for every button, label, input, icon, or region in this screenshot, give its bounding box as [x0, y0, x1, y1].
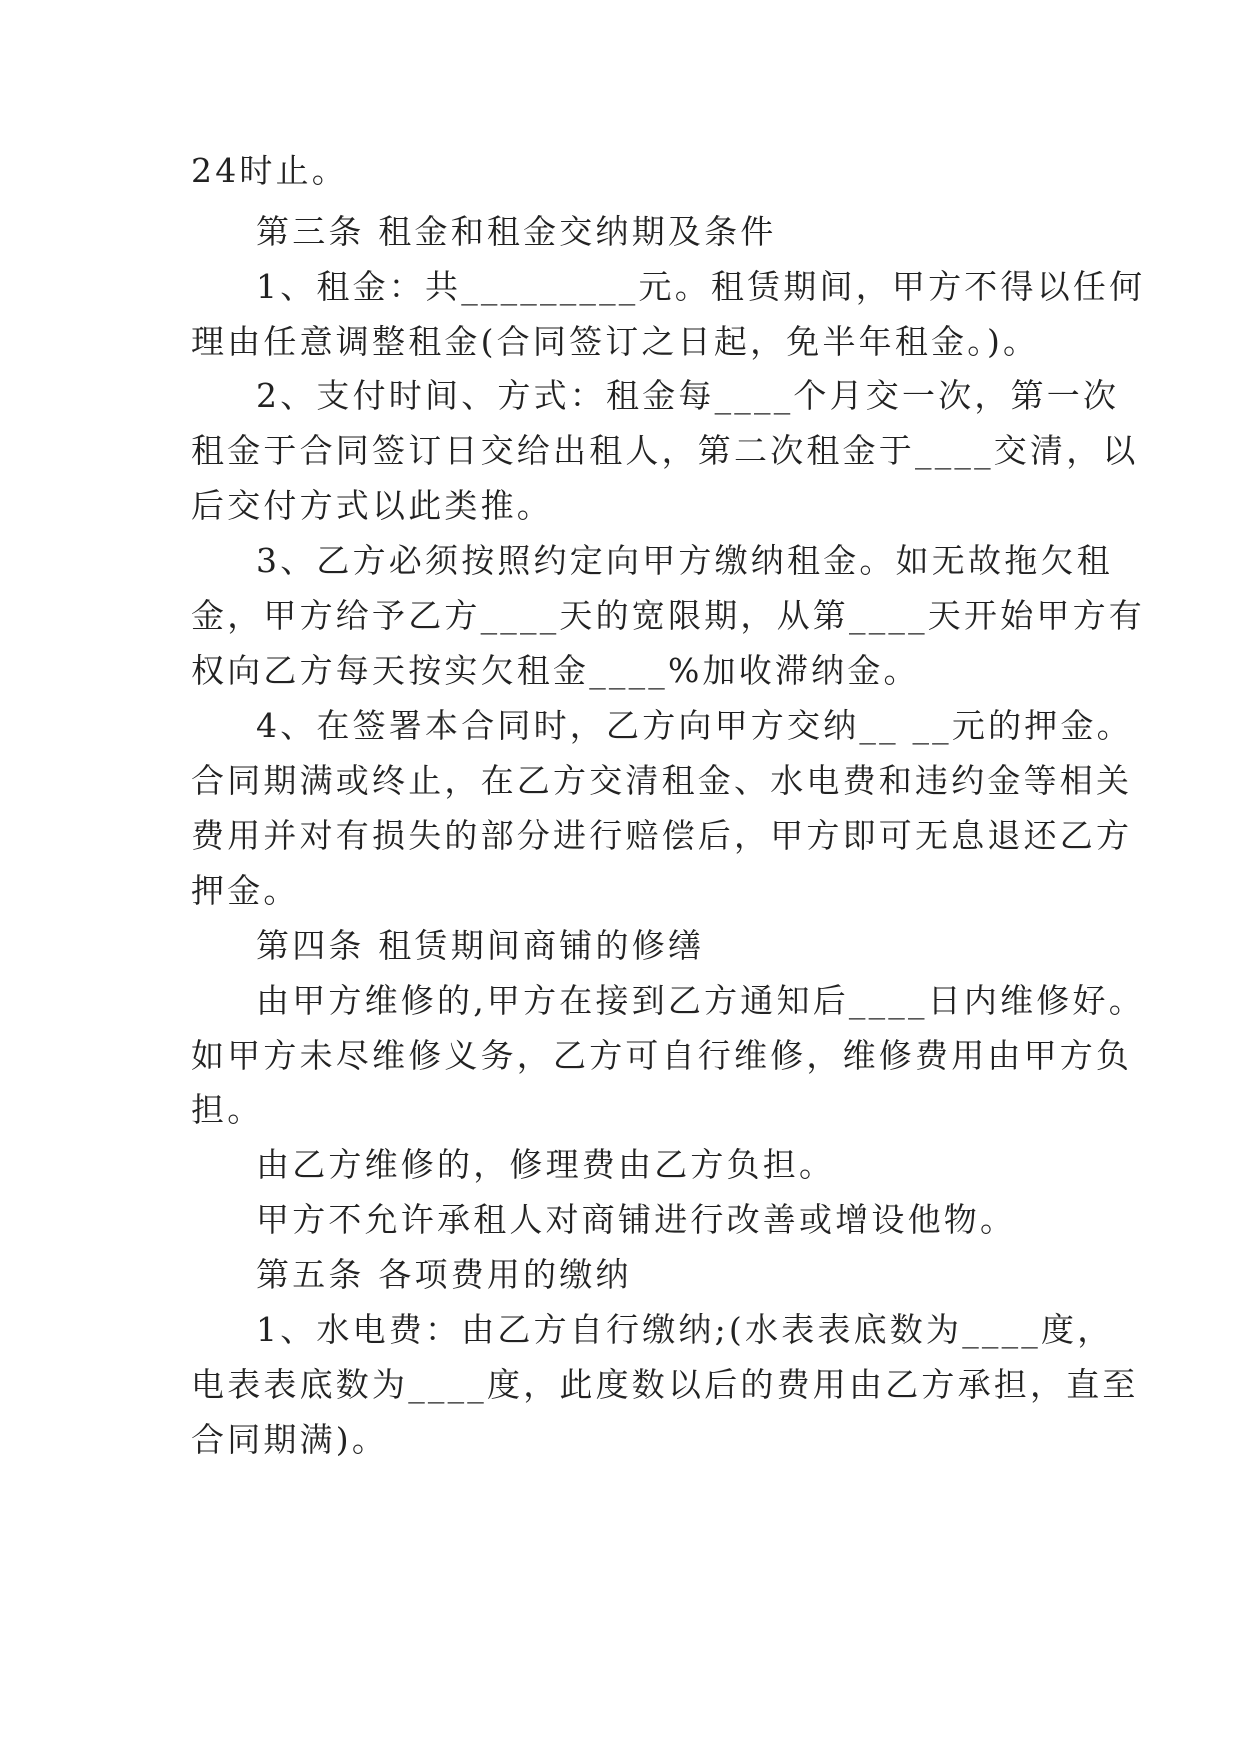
text-line: 2、支付时间、方式：租金每____个月交一次，第一次 [256, 376, 1120, 415]
text-line: 1、水电费：由乙方自行缴纳;(水表表底数为____度， [256, 1310, 1114, 1349]
text-line: 合同期满或终止，在乙方交清租金、水电费和违约金等相关 [191, 761, 1133, 800]
article-heading: 第四条 租赁期间商铺的修缮 [256, 926, 705, 965]
text-line: 权向乙方每天按实欠租金____%加收滞纳金。 [191, 651, 920, 690]
text-line: 押金。 [191, 871, 300, 910]
text-line: 合同期满)。 [191, 1420, 389, 1459]
text-line: 如甲方未尽维修义务，乙方可自行维修，维修费用由甲方负 [191, 1036, 1133, 1075]
text-line: 甲方不允许承租人对商铺进行改善或增设他物。 [256, 1200, 1017, 1239]
text-line: 4、在签署本合同时，乙方向甲方交纳__ __元的押金。 [256, 706, 1133, 745]
text-line: 租金于合同签订日交给出租人，第二次租金于____交清，以 [191, 431, 1139, 470]
text-line: 1、租金：共_________元。租赁期间，甲方不得以任何 [256, 267, 1146, 306]
text-line: 担。 [191, 1090, 264, 1129]
text-line: 由甲方维修的,甲方在接到乙方通知后____日内维修好。 [256, 981, 1145, 1020]
text-line: 后交付方式以此类推。 [191, 486, 553, 525]
text-line: 3、乙方必须按照约定向甲方缴纳租金。如无故拖欠租 [256, 541, 1113, 580]
text-line: 电表表底数为____度，此度数以后的费用由乙方承担，直至 [191, 1365, 1139, 1404]
article-heading: 第三条 租金和租金交纳期及条件 [256, 212, 777, 251]
text-line: 由乙方维修的，修理费由乙方负担。 [256, 1145, 836, 1184]
text-line: 理由任意调整租金(合同签订之日起，免半年租金。)。 [191, 322, 1040, 361]
text-line: 费用并对有损失的部分进行赔偿后，甲方即可无息退还乙方 [191, 816, 1133, 855]
text-line: 24时止。 [191, 151, 348, 190]
text-line: 金，甲方给予乙方____天的宽限期，从第____天开始甲方有 [191, 596, 1145, 635]
article-heading: 第五条 各项费用的缴纳 [256, 1255, 632, 1294]
